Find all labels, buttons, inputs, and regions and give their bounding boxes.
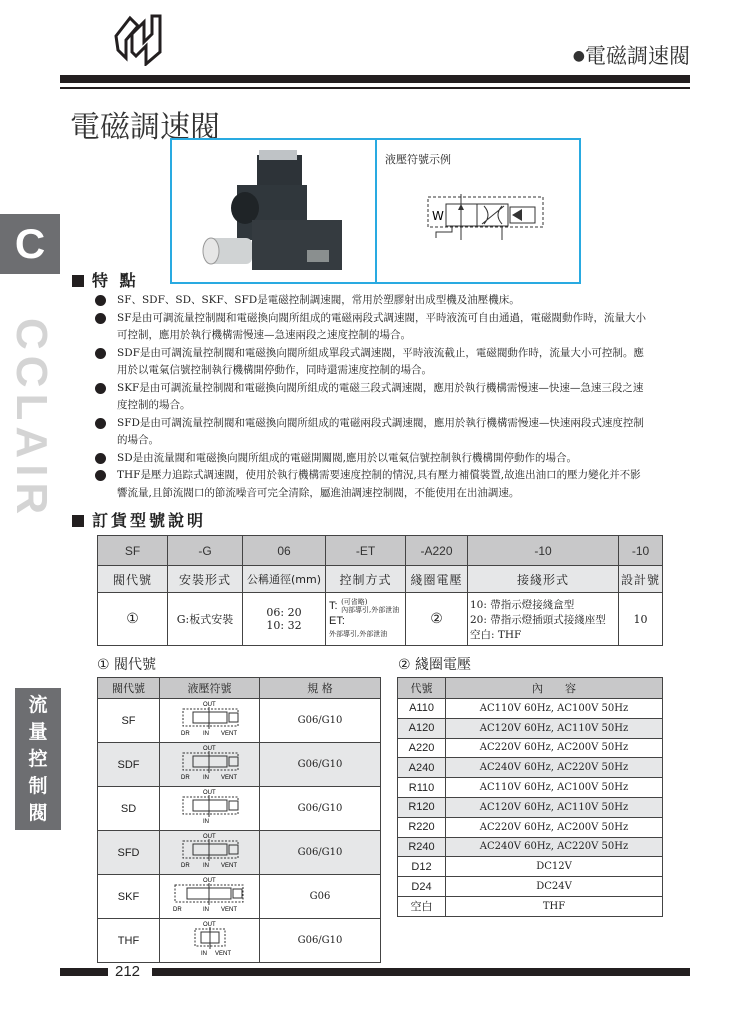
features-heading-text: 特 點 [92,271,139,290]
header-rule-thin [60,87,690,89]
port-dr: DR [180,775,190,781]
port-out: OUT [202,922,216,928]
table-row [398,778,663,798]
coil-code: A110 [398,699,446,719]
features-list [95,292,650,502]
coil-code: A120 [398,718,446,738]
port-out: OUT [202,702,216,708]
watermark: CCLAIR [7,318,56,521]
label-cell: 公稱通徑(mm) [243,566,326,593]
wiring-option: 10: 帶指示燈接綫盒型 [470,598,575,611]
table-row [98,699,381,743]
port-vent: VENT [220,863,237,869]
valve-ref: ① [98,593,168,646]
coil-code: R120 [398,797,446,817]
table-row [398,837,663,857]
valve-symbol-cell [160,875,260,919]
list-item: SD是由流量閥和電磁換向閥所組成的電磁開關閥,應用於以電氣信號控制執行機構開停動作的場合。 [95,450,650,468]
list-item: SF是由可調流量控制閥和電磁換向閥所組成的電磁兩段式調速閥，平時液流可自由通過，電磁閥動作時，流量大小可控制，應用於執行機構需慢速—急速兩段之速度控制的場合。 [95,310,650,345]
coil-code: A240 [398,758,446,778]
port-out: OUT [202,746,216,752]
coil-code: D24 [398,877,446,897]
col-header: 內 容 [446,678,663,699]
valve-symbol [165,831,255,871]
code-cell: -G [168,536,243,566]
table-row [398,758,663,778]
coil-ref: ② [406,593,468,646]
port-out: OUT [202,790,216,796]
valve-symbol-cell [160,919,260,963]
footer-rule [60,968,108,976]
dots-icon: ● [572,48,585,64]
valve-table-heading: ① 閥代號 [97,657,157,673]
table-row [398,817,663,837]
wiring-option: 空白: THF [470,628,522,641]
coil-content: DC12V [446,857,663,877]
brand-logo [112,14,162,66]
figure-divider [375,140,377,282]
port-in: IN [202,731,209,737]
size-values [243,593,326,646]
footer-rule [152,968,690,976]
wiring-option: 20: 帶指示燈插頭式接綫座型 [470,613,606,626]
table-row [398,877,663,897]
label-cell: 控制方式 [326,566,406,593]
section-title: 電磁調速閥 [585,44,690,68]
size-10: 10: 32 [266,619,302,632]
list-item: THF是壓力追踪式調速閥，使用於執行機構需要速度控制的情況,具有壓力補償裝置,故進出油口的壓力變化并不影響流量,且節流閥口的節流噪音可完全清除，屬進油調速控制閥，不能使用在出油調速。 [95,467,650,502]
valve-symbol-cell [160,699,260,743]
list-item: SDF是由可調流量控制閥和電磁換向閥所組成單段式調速閥，平時液流截止，電磁閥動作時，流量大小可控制。應用於以電氣信號控制執行機構開停動作，同時還需速度控制的場合。 [95,345,650,380]
valve-spec: G06/G10 [260,787,381,831]
valve-symbol [165,699,255,739]
coil-content: AC220V 60Hz, AC200V 50Hz [446,817,663,837]
page-number: 212 [115,963,141,980]
coil-code: R240 [398,837,446,857]
port-in: IN [202,775,209,781]
valve-symbol-cell [160,743,260,787]
coil-content: AC240V 60Hz, AC220V 50Hz [446,837,663,857]
code-cell: -10 [619,536,663,566]
col-header: 閥代號 [98,678,160,699]
table-row [398,699,663,719]
valve-symbol [165,743,255,783]
code-cell: -ET [326,536,406,566]
valve-symbol-cell [160,831,260,875]
page-title: 電磁調速閥 [70,110,220,145]
side-tab-char: 制 [28,775,48,797]
list-item: SF、SDF、SD、SKF、SFD是電磁控制調速閥，常用於塑膠射出成型機及油壓機床。 [95,292,650,310]
code-cell: 06 [243,536,326,566]
coil-code: A220 [398,738,446,758]
features-heading [72,268,139,291]
et-key: ET: [329,615,345,627]
coil-code: D12 [398,857,446,877]
coil-code: R110 [398,778,446,798]
coil-content: DC24V [446,877,663,897]
side-tab-char: 量 [28,721,48,743]
port-dr: DR [180,731,190,737]
table-row [98,831,381,875]
code-cell: -A220 [406,536,468,566]
list-item: SKF是由可調流量控制閥和電磁換向閥所組成的電磁三段式調速閥，應用於執行機構需慢速—快速—急速三段之速度控制的場合。 [95,380,650,415]
square-bullet-icon [72,515,84,527]
port-vent: VENT [220,775,237,781]
t-desc: 內部導引,外部泄油 [341,606,400,614]
product-photo [197,150,357,275]
coil-content: AC110V 60Hz, AC100V 50Hz [446,778,663,798]
port-vent: VENT [220,907,237,913]
label-cell: 閥代號 [98,566,168,593]
table-row [398,738,663,758]
side-tab-char: 控 [28,748,48,770]
table-row [98,919,381,963]
valve-symbol [165,919,255,959]
valve-symbol-cell [160,787,260,831]
coil-content: AC120V 60Hz, AC110V 50Hz [446,718,663,738]
coil-voltage-table [397,677,663,917]
t-key: T: [329,600,338,612]
code-cell: SF [98,536,168,566]
label-cell: 接綫形式 [468,566,619,593]
valve-spec: G06/G10 [260,831,381,875]
port-in: IN [202,819,209,825]
order-heading [72,508,206,531]
port-vent: VENT [220,731,237,737]
col-header: 規 格 [260,678,381,699]
valve-code: THF [98,919,160,963]
valve-symbol [165,787,255,827]
table-row [98,875,381,919]
design-value: 10 [619,593,663,646]
hydraulic-symbol [422,192,547,242]
side-tab-char: 流 [28,694,48,716]
t-note: (可省略) [341,598,368,606]
side-category-tab [15,688,61,830]
order-code-table [97,535,663,646]
label-cell: 綫圈電壓 [406,566,468,593]
table-row [98,787,381,831]
coil-content: THF [446,896,663,916]
port-in: IN [202,863,209,869]
valve-code: SFD [98,831,160,875]
valve-spec: G06 [260,875,381,919]
product-figure-box [170,138,581,284]
valve-spec: G06/G10 [260,919,381,963]
table-row [98,743,381,787]
coil-code: R220 [398,817,446,837]
col-header: 代號 [398,678,446,699]
valve-spec: G06/G10 [260,743,381,787]
port-in: IN [202,907,209,913]
port-out: OUT [202,878,216,884]
coil-content: AC110V 60Hz, AC100V 50Hz [446,699,663,719]
valve-spec: G06/G10 [260,699,381,743]
order-heading-text: 訂貨型號說明 [92,511,207,530]
valve-code: SDF [98,743,160,787]
valve-code: SKF [98,875,160,919]
section-header [573,40,690,70]
table-row [398,718,663,738]
table-row [398,896,663,916]
valve-code-table [97,677,381,963]
mount-value: G:板式安裝 [168,593,243,646]
chapter-tab: C [0,214,60,274]
port-vent: VENT [214,951,231,957]
coil-content: AC120V 60Hz, AC110V 50Hz [446,797,663,817]
table-row [398,857,663,877]
table-row [398,797,663,817]
et-desc: 外部導引,外部泄油 [329,630,388,638]
col-header: 液壓符號 [160,678,260,699]
port-dr: DR [172,907,182,913]
valve-code: SF [98,699,160,743]
square-bullet-icon [72,275,84,287]
valve-code: SD [98,787,160,831]
valve-symbol [165,875,255,915]
list-item: SFD是由可調流量控制閥和電磁換向閥所組成的電磁兩段式調速閥，應用於執行機構需慢速—快速兩段式速度控制的場合。 [95,415,650,450]
coil-table-heading: ② 綫圈電壓 [398,657,472,673]
label-cell: 設計號 [619,566,663,593]
side-tab-char: 閥 [28,802,48,824]
coil-content: AC220V 60Hz, AC200V 50Hz [446,738,663,758]
symbol-caption: 液壓符號示例 [385,153,451,166]
port-out: OUT [202,834,216,840]
port-dr: DR [180,863,190,869]
size-06: 06: 20 [266,606,302,619]
port-in: IN [200,951,207,957]
coil-code: 空白 [398,896,446,916]
label-cell: 安裝形式 [168,566,243,593]
coil-content: AC240V 60Hz, AC220V 50Hz [446,758,663,778]
wiring-values [468,593,619,646]
code-cell: -10 [468,536,619,566]
header-rule [60,75,690,83]
spring-label: W [432,209,444,223]
control-values [326,593,406,646]
